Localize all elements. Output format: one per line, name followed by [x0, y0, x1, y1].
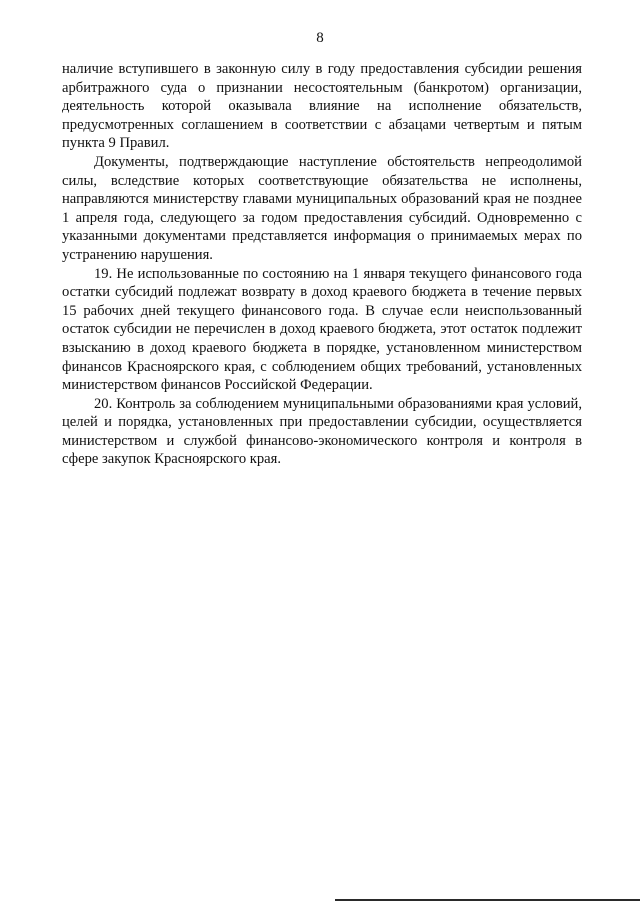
paragraph-item-19-subsidy-return: 19. Не использованные по состоянию на 1 января текущего финансового года остатки субсидий подлежат возврату в доход краевого бюджета в течение первых 15 рабочих дней текущего финансового года. В случае если неиспользованный остаток субсидии не перечислен в доход краевого бюджета, этот остаток подлежит взысканию в доход краевого бюджета в порядке, установленном министерством финансов Красноярского края, с соблюдением общих требований, установленных министерством финансов Российской Федерации.	[62, 265, 582, 394]
document-body	[62, 60, 582, 469]
paragraph-bankruptcy-condition: наличие вступившего в законную силу в году предоставления субсидии решения арбитражного суда о признании несостоятельным (банкротом) организации, деятельность которой оказывала влияние на исполнение обязательств, предусмотренных соглашением в соответствии с абзацами четвертым и пятым пункта 9 Правил.	[62, 61, 582, 152]
page-number: 8	[316, 30, 324, 46]
bottom-scan-line	[335, 899, 640, 901]
paragraph-force-majeure-documents: Документы, подтверждающие наступление обстоятельств непреодолимой силы, вследствие которых соответствующие обязательства не исполнены, направляются министерству главами муниципальных образований края не позднее 1 апреля года, следующего за годом предоставления субсидий. Одновременно с указанными документами представляется информация о принимаемых мерах по устранению нарушения.	[62, 153, 582, 263]
paragraph-item-20-control: 20. Контроль за соблюдением муниципальными образованиями края условий, целей и порядка, установленных при предоставлении субсидии, осуществляется министерством и службой финансово-экономического контроля и контроля в сфере закупок Красноярского края.	[62, 395, 582, 468]
